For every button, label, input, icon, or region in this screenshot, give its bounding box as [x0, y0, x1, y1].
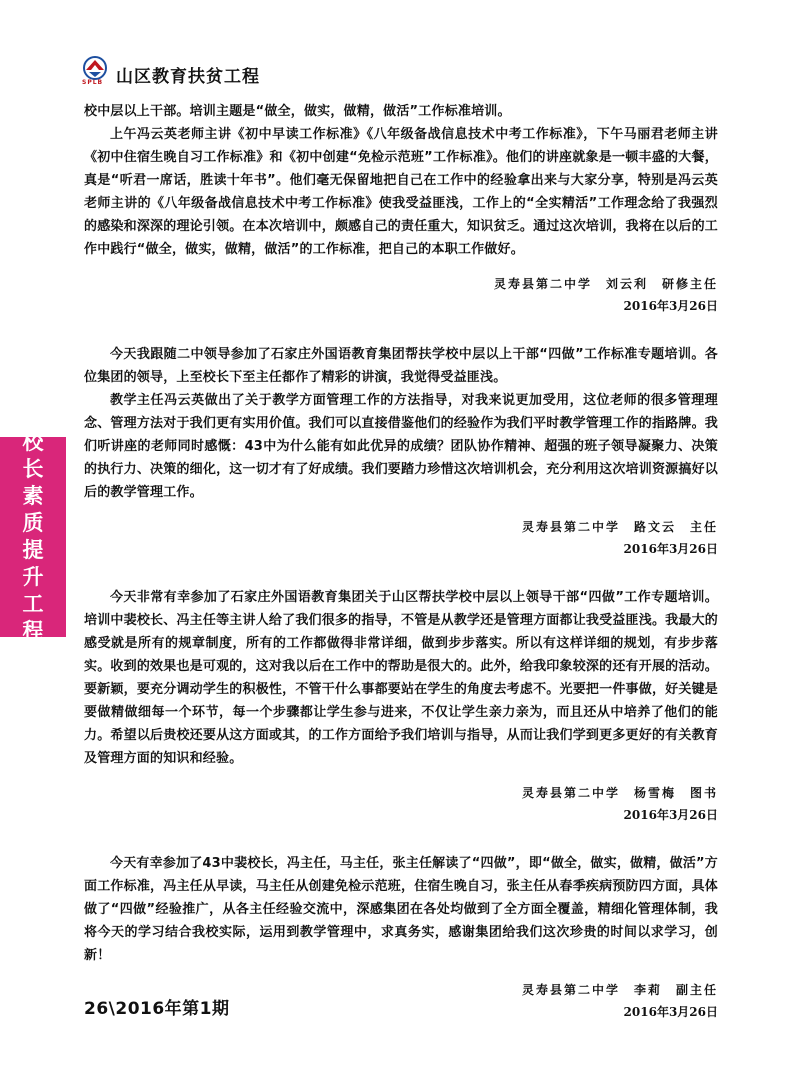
entry-paragraph: 今天非常有幸参加了石家庄外国语教育集团关于山区帮扶学校中层以上领导干部“四做”工作专题培训。培训中裴校长、冯主任等主讲人给了我们很多的指导，不管是从教学还是管理方面都让我受益匪浅。我最大的感受就是所有的规章制度，所有的工作都做得非常详细，做到步步落实。所以有这样详细的规划，有步步落实。收到的效果也是可观的，这对我以后在工作中的帮助是很大的。此外，给我印象较深的还有开展的活动。要新颖，要充分调动学生的积极性，不管干什么事都要站在学生的角度去考虑不。光要把一件事做，好关键是要做精做细每一个环节，每一个步骤都让学生参与进来，不仅让学生亲力亲为，而且还从中培养了他们的能力。希望以后贵校还要从这方面或其，的工作方面给予我们培训与指导，从而让我们学到更多更好的有关教育及管理方面的知识和经验。 [84, 590, 718, 766]
reflection-entry [84, 343, 718, 560]
entry-author: 灵寿县第二中学 杨雪梅 图书 [521, 786, 718, 800]
side-tab-char: 提 [22, 538, 44, 562]
logo-text: SPLB [82, 79, 104, 86]
side-tab-char: 工 [22, 592, 44, 616]
entry-paragraph: 上午冯云英老师主讲《初中早读工作标准》《八年级备战信息技术中考工作标准》，下午马丽君老师主讲《初中住宿生晚自习工作标准》和《初中创建“免检示范班”工作标准》。他们的讲座就象是一顿丰盛的大餐，真是“听君一席话，胜读十年书”。他们毫无保留地把自己在工作中的经验拿出来与大家分享，特别是冯云英老师主讲的《八年级备战信息技术中考工作标准》使我受益匪浅，工作上的“全实精活”工作理念给了我强烈的感染和深深的理论引领。在本次培训中，颇感自己的责任重大，知识贫乏。通过这次培训，我将在以后的工作中践行“做全，做实，做精，做活”的工作标准，把自己的本职工作做好。 [84, 127, 718, 257]
entry-paragraph: 教学主任冯云英做出了关于教学方面管理工作的方法指导，对我来说更加受用，这位老师的很多管理理念、管理方法对于我们更有实用价值。我们可以直接借鉴他们的经验作为我们平时教学管理工作的指路牌。我们听讲座的老师同时感慨：43中为什么能有如此优异的成绩？团队协作精神、超强的班子领导凝聚力、决策的执行力、决策的细化，这一切才有了好成绩。我们要踏力珍惜这次培训机会，充分利用这次培训资源搞好以后的教学管理工作。 [84, 393, 718, 500]
entry-paragraph: 今天有幸参加了43中裴校长，冯主任，马主任，张主任解读了“四做”，即“做全，做实，做精，做活”方面工作标准，冯主任从早读，马主任从创建免检示范班，住宿生晚自习，张主任从春季疾病预防四方面，具体做了“四做”经验推广，从各主任经验交流中，深感集团在各处均做到了全方面全覆盖，精细化管理体制，我将今天的学习结合我校实际，运用到教学管理中，求真务实，感谢集团给我们这次珍贵的时间以求学习，创新！ [84, 856, 718, 963]
side-tab-char: 校 [22, 430, 44, 454]
entry-author: 灵寿县第二中学 李莉 副主任 [521, 983, 718, 997]
side-tab-char: 升 [22, 565, 44, 589]
header-title: 山区教育扶贫工程 [116, 67, 260, 87]
entry-date: 2016年3月26日 [623, 1005, 718, 1019]
side-tab-char: 程 [22, 619, 44, 643]
side-tab-char: 质 [22, 511, 44, 535]
entry-paragraph: 校中层以上干部。培训主题是“做全，做实，做精，做活”工作标准培训。 [84, 104, 511, 119]
side-tab-char: 长 [22, 457, 44, 481]
reflection-entry [84, 100, 718, 317]
entry-paragraph: 今天我跟随二中领导参加了石家庄外国语教育集团帮扶学校中层以上干部“四做”工作标准专题培训。各位集团的领导，上至校长下至主任都作了精彩的讲演，我觉得受益匪浅。 [84, 347, 718, 385]
entry-date: 2016年3月26日 [623, 808, 718, 822]
side-tab-char: 素 [22, 484, 44, 508]
page-header [80, 56, 480, 86]
entry-author: 灵寿县第二中学 路文云 主任 [521, 520, 718, 534]
entry-date: 2016年3月26日 [623, 299, 718, 313]
reflection-entry [84, 586, 718, 826]
article-body [84, 100, 718, 1023]
side-section-tab [0, 430, 66, 643]
entry-author: 灵寿县第二中学 刘云利 研修主任 [493, 277, 718, 291]
page-footer-issue: 26\2016年第1期 [84, 999, 230, 1019]
entry-date: 2016年3月26日 [623, 542, 718, 556]
